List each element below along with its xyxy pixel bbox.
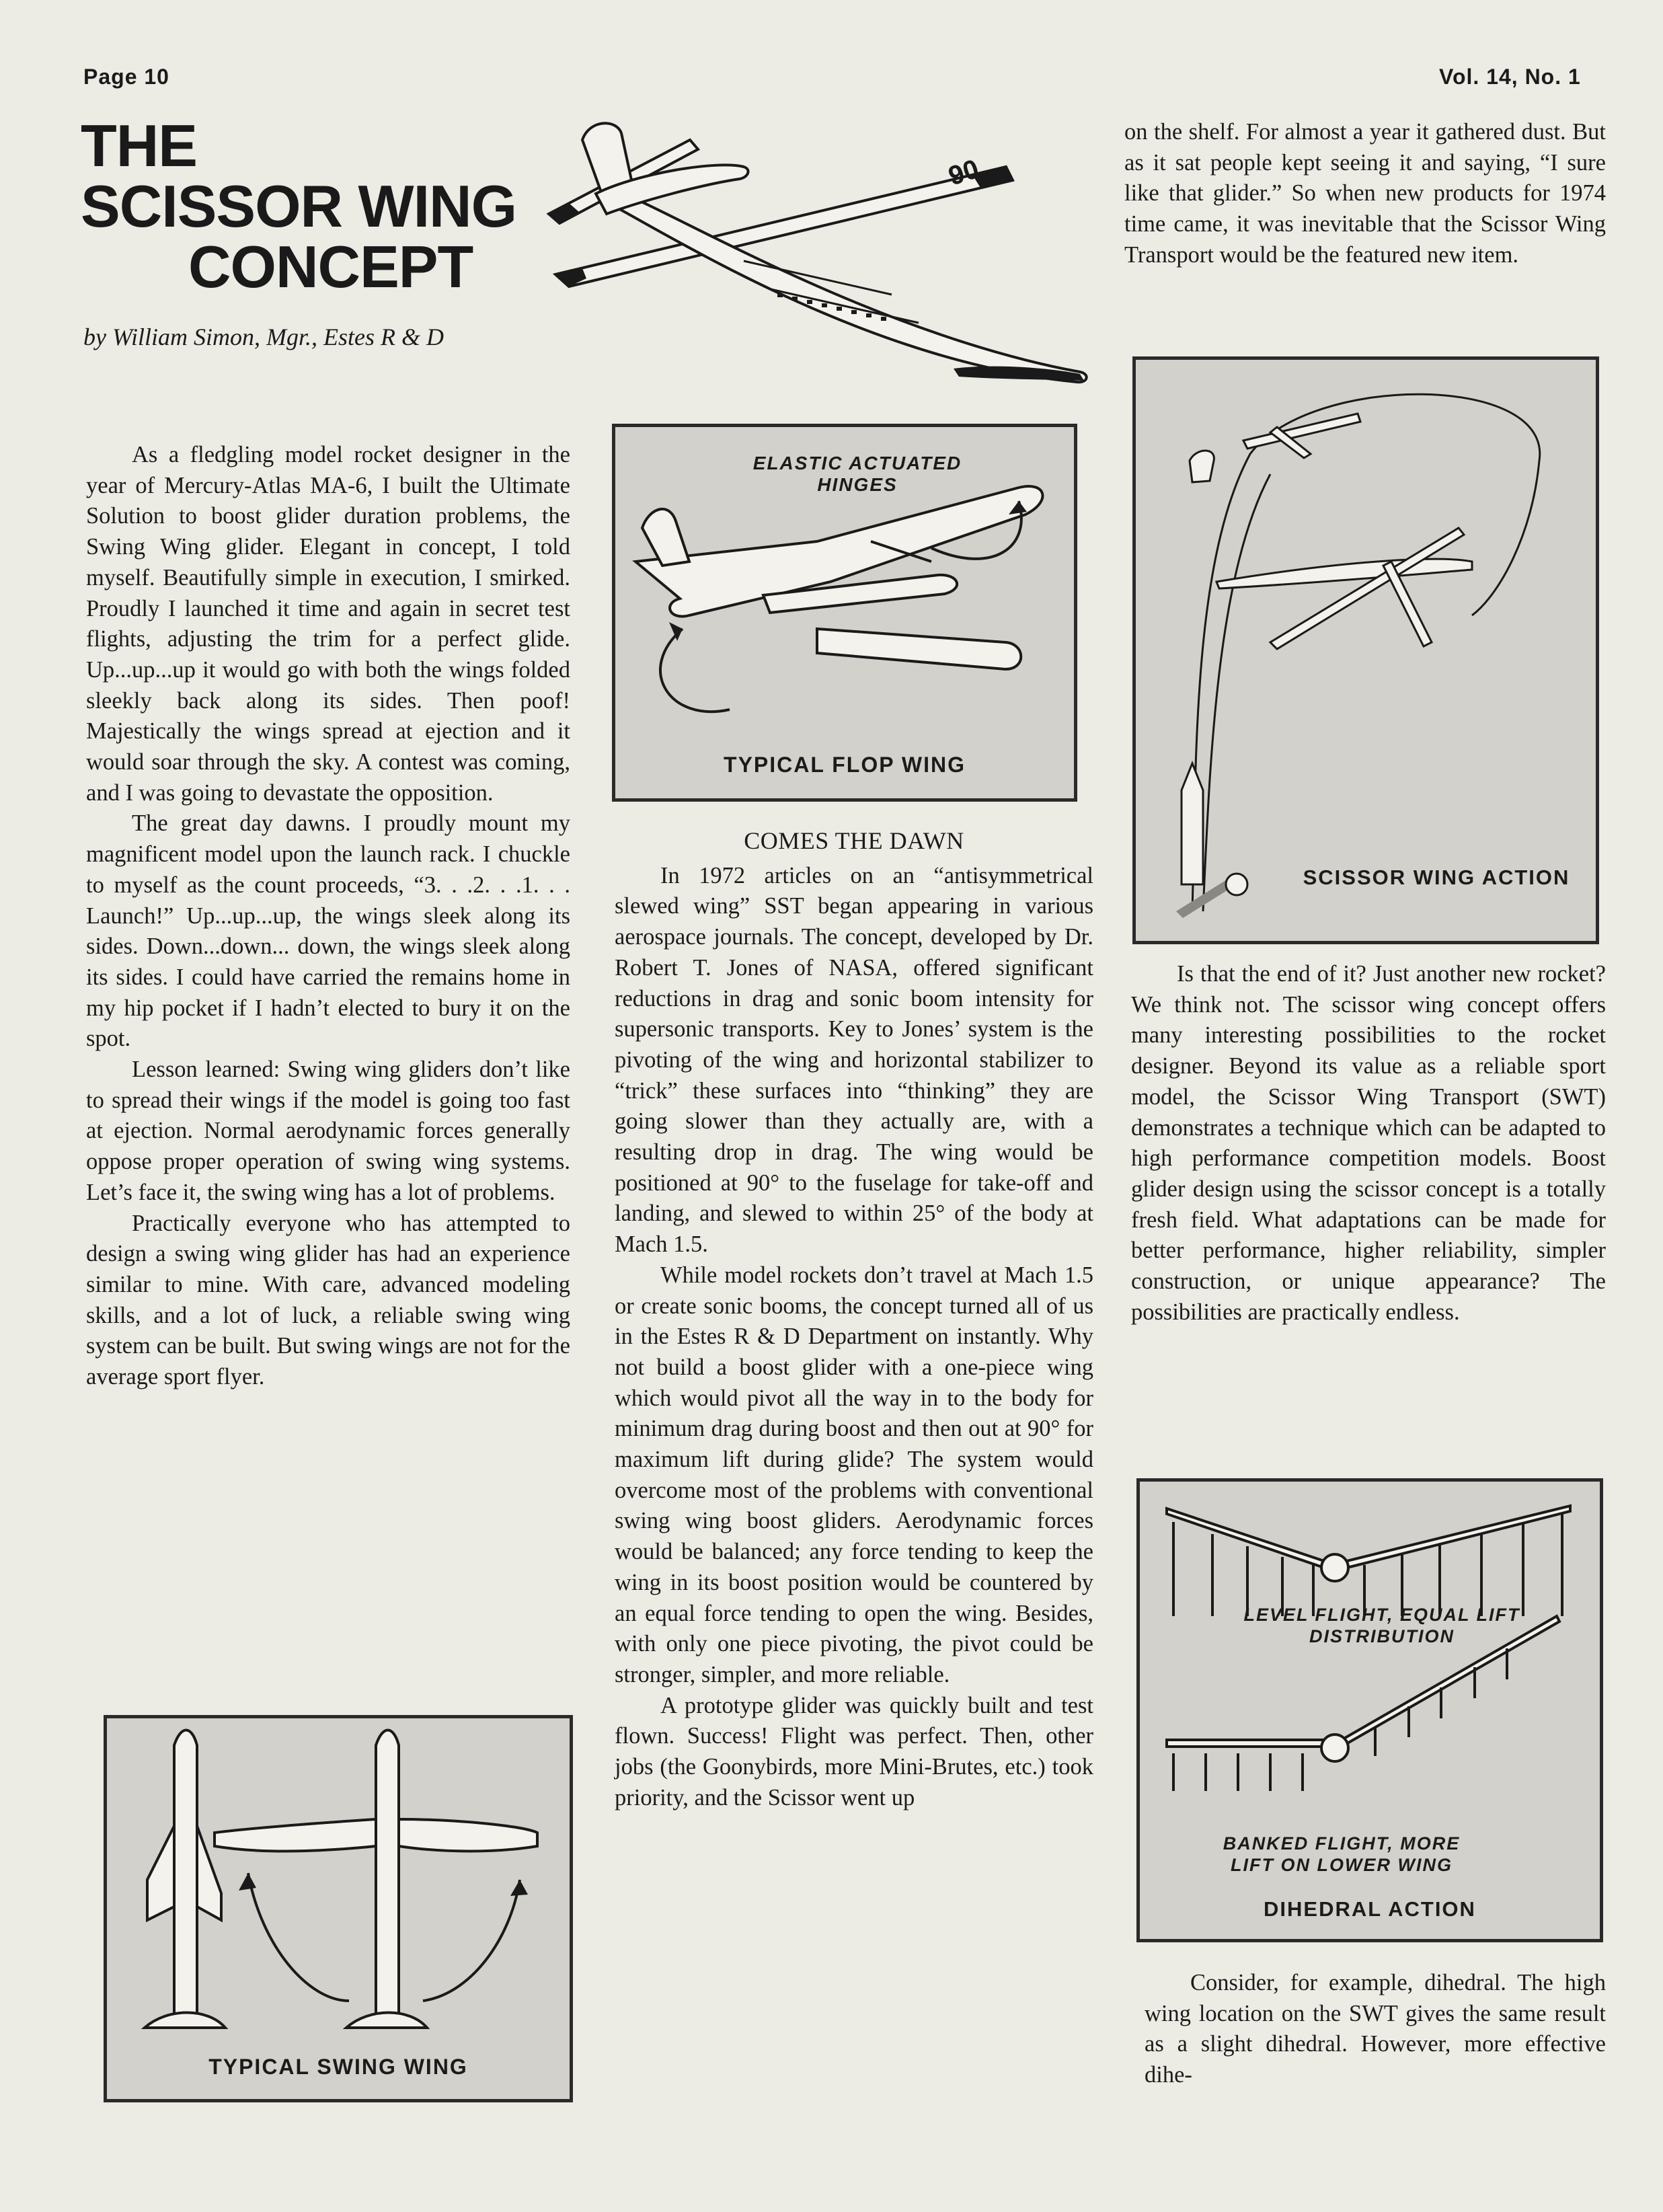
title-line-2: SCISSOR WING (81, 173, 517, 239)
col1-paragraph-2: The great day dawns. I proudly mount my magnificent model upon the launch rack. I chuckle to myself as the count proceeds, “3. . .2. . .1. . . Launch!” Up...up...up, the wings sleek along its sides. Down...down... down, the wings sleek along its sides. I could have carried the remains home in my hip pocket if I hadn’t elected to bury it on the spot. (86, 810, 570, 1052)
flop-hinge-label: ELASTIC ACTUATED HINGES (752, 453, 962, 495)
col2-paragraph-2: While model rockets don’t travel at Mach 1.5 or create sonic booms, the concept turned all of us in the Estes R & D Department on instantly. Why not build a boost glider with a one-piece wing which would pivot all the way in to the body for minimum drag during boost and then out at 90° for maximum lift during glide? The system would overcome most of the problems with conventional swing wing boost gliders. Aerodynamic forces would be balanced; any force tending to keep the wing in its boost position would be countered by an equal force tending to open the wing. Besides, with only one piece pivoting, the pivot could be stronger, simpler, and more reliable. (615, 1262, 1093, 1687)
flop-wing-figure (612, 424, 1077, 802)
page-number: Page 10 (83, 65, 169, 89)
col3-paragraph-mid: Is that the end of it? Just another new rocket? We think not. The scissor wing concept offers many interesting possibilities to the rocket designer. Beyond its value as a reliable sport model, the Scissor Wing Transport (SWT) demonstrates a technique which can be adapted to high performance competition models. Boost glider design using the scissor concept is a totally fresh field. What adaptations can be made for better performance, higher reliability, simpler construction, or unique appearance? The possibilities are practically endless. (1131, 961, 1606, 1325)
col1-paragraph-1: As a fledgling model rocket designer in the year of Mercury-Atlas MA-6, I built the Ultimate Solution to boost glider duration problems, the Swing Wing glider. Elegant in concept, I told myself. Beautifully simple in execution, I smirked. Proudly I launched it time and again in secret test flights, adjusting the trim for a perfect glide. Up...up...up it would go with both the wings folded sleekly back along its sides. Then poof! Majestically the wings spread at ejection and it would soar through the sky. A contest was coming, and I was going to devastate the opposition. (86, 442, 570, 806)
title-line-1: THE (81, 112, 197, 179)
flop-caption: TYPICAL FLOP WING (724, 753, 966, 777)
col2-paragraph-3: A prototype glider was quickly built and test flown. Success! Flight was perfect. Then, other jobs (the Goonybirds, more Mini-Brutes, etc.) took priority, and the Scissor went up (615, 1692, 1093, 1810)
col3-paragraph-bottom: Consider, for example, dihedral. The high wing location on the SWT gives the same result as a slight dihedral. However, more effective dihe- (1145, 1970, 1606, 2088)
swing-caption: TYPICAL SWING WING (208, 2055, 468, 2079)
article-title (81, 112, 517, 300)
dihedral-caption: DIHEDRAL ACTION (1264, 1897, 1476, 1921)
column-2 (615, 826, 1093, 1814)
column-3-middle (1131, 959, 1606, 1328)
column-3-bottom (1145, 1968, 1606, 2091)
section-heading: COMES THE DAWN (744, 827, 964, 854)
hero-tail-number: 90 (945, 153, 983, 192)
col3-paragraph-top: on the shelf. For almost a year it gathered dust. But as it sat people kept seeing it and saying, “I sure like that glider.” So when new products for 1974 time came, it was inevitable that the Scissor Wing Transport would be the featured new item. (1124, 119, 1606, 268)
byline: by William Simon, Mgr., Estes R & D (83, 323, 444, 350)
scissor-wing-figure (1132, 356, 1599, 944)
dihedral-label-banked: BANKED FLIGHT, MORE LIFT ON LOWER WING (1223, 1833, 1461, 1875)
dihedral-label-level: LEVEL FLIGHT, EQUAL LIFT DISTRIBUTION (1243, 1605, 1520, 1646)
column-3-top (1124, 117, 1606, 271)
col1-paragraph-4: Practically everyone who has attempted to design a swing wing glider has had an experience similar to mine. With care, advanced modeling skills, and a lot of luck, a reliable swing wing system can be built. But swing wings are not for the average sport flyer. (86, 1210, 570, 1390)
swing-wing-figure (104, 1715, 573, 2102)
column-1 (86, 440, 570, 1393)
scissor-caption: SCISSOR WING ACTION (1303, 866, 1570, 889)
volume-issue: Vol. 14, No. 1 (1439, 65, 1581, 89)
col1-paragraph-3: Lesson learned: Swing wing gliders don’t like to spread their wings if the model is going too fast at ejection. Normal aerodynamic forces generally oppose proper operation of swing wing systems. Let’s face it, the swing wing has a lot of problems. (86, 1057, 570, 1205)
title-line-3: CONCEPT (188, 233, 473, 300)
col2-paragraph-1: In 1972 articles on an “antisymmetrical slewed wing” SST began appearing in various aerospace journals. The concept, developed by Dr. Robert T. Jones of NASA, offered significant reductions in drag and sonic boom intensity for supersonic transports. Key to Jones’ system is the pivoting of the wing and horizontal stabilizer to “trick” these surfaces into “thinking” they are going slower than they actually are, with a resulting drop in drag. The wing would be positioned at 90° to the fuselage for take-off and landing, and slewed to within 25° of the body at Mach 1.5. (615, 862, 1093, 1258)
dihedral-figure (1136, 1478, 1603, 1942)
hero-glider-illustration (542, 113, 1107, 395)
